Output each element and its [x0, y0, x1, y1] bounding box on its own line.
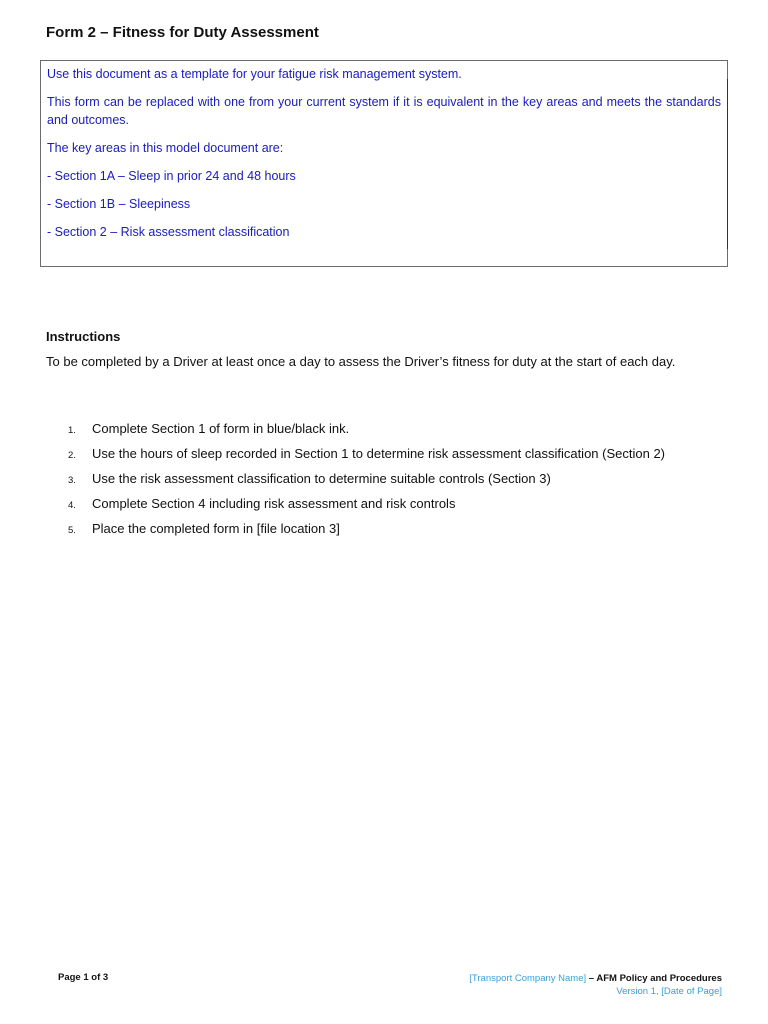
notice-line-4: - Section 1A – Sleep in prior 24 and 48 hours — [47, 169, 296, 183]
step-number: 2. — [68, 450, 76, 461]
footer-info — [469, 972, 722, 998]
company-name: [Transport Company Name] — [469, 973, 587, 984]
step-number: 3. — [68, 475, 76, 486]
instruction-steps-list — [46, 421, 736, 546]
box-edge-mark — [727, 79, 728, 249]
step-text: Place the completed form in [file location 3] — [92, 521, 340, 536]
step-number: 1. — [68, 425, 76, 436]
version-line: Version 1, [Date of Page] — [616, 986, 722, 997]
policy-title: – AFM Policy and Procedures — [586, 973, 722, 984]
notice-line-2: This form can be replaced with one from your current system if it is equivalent in the key areas and meets the standards and outcomes. — [47, 95, 721, 127]
list-item — [46, 471, 736, 496]
list-item — [46, 496, 736, 521]
notice-line-5: - Section 1B – Sleepiness — [47, 197, 191, 211]
instructions-body: To be completed by a Driver at least once a day to assess the Driver’s fitness for duty at the start of each day. — [46, 354, 676, 369]
step-text: Complete Section 4 including risk assessment and risk controls — [92, 496, 456, 511]
instructions-heading: Instructions — [46, 329, 121, 344]
step-text: Complete Section 1 of form in blue/black ink. — [92, 421, 350, 436]
list-item — [46, 421, 736, 446]
footer-title-line — [469, 972, 722, 985]
notice-line-6: - Section 2 – Risk assessment classification — [47, 225, 290, 239]
step-text: Use the risk assessment classification to determine suitable controls (Section 3) — [92, 471, 551, 486]
list-item — [46, 446, 736, 471]
list-item — [46, 521, 736, 546]
template-notice-box — [40, 60, 728, 267]
notice-line-1: Use this document as a template for your fatigue risk management system. — [47, 67, 462, 81]
notice-line-3: The key areas in this model document are: — [47, 141, 284, 155]
form-title: Form 2 – Fitness for Duty Assessment — [46, 24, 319, 41]
step-number: 4. — [68, 500, 76, 511]
page-number: Page 1 of 3 — [58, 972, 109, 983]
step-number: 5. — [68, 525, 76, 536]
step-text: Use the hours of sleep recorded in Section 1 to determine risk assessment classification (Section 2) — [92, 446, 665, 461]
